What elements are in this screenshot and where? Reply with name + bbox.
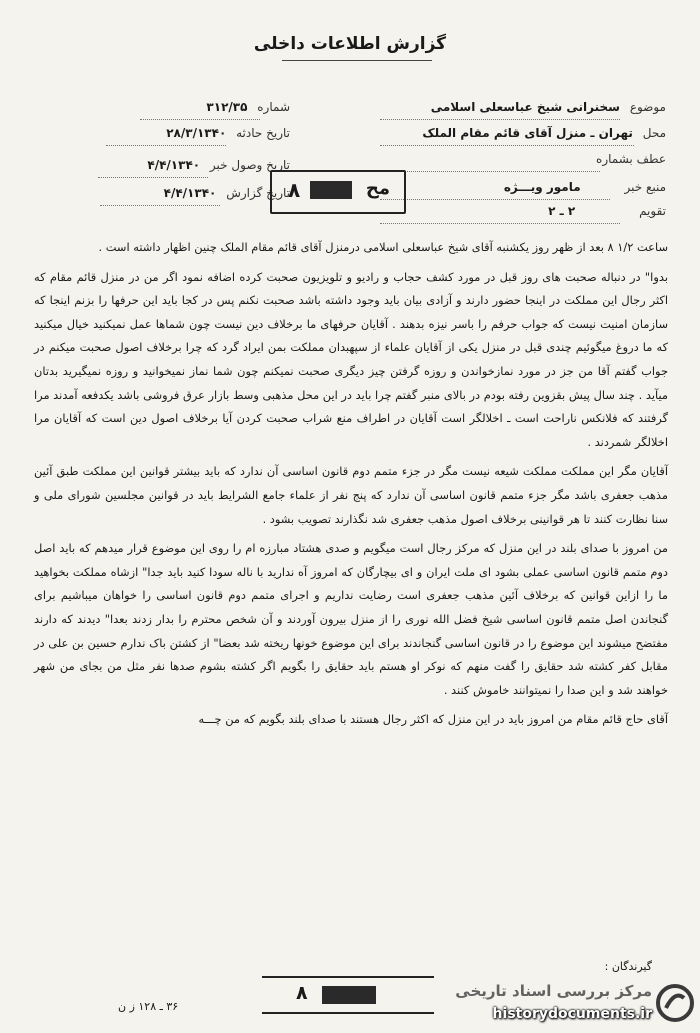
report-date-dotline (100, 205, 220, 206)
archive-url: historydocuments.ir (492, 1006, 652, 1022)
rating-row (548, 204, 666, 218)
redacted-stamp (270, 170, 406, 214)
title-underline (282, 60, 432, 61)
signature-digit: ۸ (296, 982, 308, 1004)
report-body (34, 236, 668, 738)
place-label: محل (642, 126, 666, 140)
body-paragraph: آقایان مگر این مملکت مملکت شیعه نیست مگر در جزء متمم دوم قانون اساسی آن ندارد که باید بیشتر قوانین این مملکت طبق آئین مذهب جعفری باشد مگر جزء متمم قانون اساسی آن ندارد که پنج نفر از علماء جامع الشرایط باید در قوانین مجلسین شورای ملی و سنا نظارت کنند تا هر قوانینی برخلاف اصول مذهب جعفری شد نگذارند تصویب بشود . (34, 464, 668, 526)
document-code: ۳۶ ـ ۱۲۸ ز ن (118, 1000, 179, 1013)
rating-label: تقویم (639, 204, 666, 218)
subject-label: موضوع (629, 100, 666, 114)
event-date-label: تاریخ حادثه (236, 126, 290, 140)
receipt-date-label: تاریخ وصول خبر (209, 158, 290, 172)
receipt-date-dotline (98, 177, 208, 178)
stamp-digit: ۸ (288, 178, 301, 202)
number-row (206, 100, 290, 114)
source-dotline (380, 199, 610, 200)
number-label: شماره (257, 100, 290, 114)
receipt-date-row (147, 158, 290, 172)
body-paragraph: ساعت ۱/۲ ۸ بعد از ظهر روز یکشنبه آقای شیخ عباسعلی اسلامی درمنزل آقای قائم مقام الملک چنین اظهار داشته است . (98, 240, 668, 254)
body-paragraph: آقای حاج قائم مقام من امروز باید در این منزل که اکثر رجال هستند با صدای بلند بگویم که من چـــه (198, 712, 668, 727)
signature-box (262, 976, 434, 1014)
source-value: مامور ویـــژه (503, 180, 581, 194)
reference-row (596, 152, 666, 166)
source-row (504, 180, 666, 194)
subject-value: سخنرانی شیخ عباسعلی اسلامی (430, 100, 620, 114)
reference-label: عطف بشماره (596, 152, 666, 166)
archive-watermark: مرکز بررسی اسناد تاریخی (455, 982, 652, 1000)
body-paragraph: بدوا" در دنباله صحبت های روز قبل در مورد کشف حجاب و رادیو و تلویزیون صحبت کرده اضافه نمود اگر من در منزل قائم مقام که اکثر رجال این مملکت در اینجا حضور دارند و آزادی بیان باید وجود داشته باشد صحبت نکنم پس در کجا باید این حرفها را بزنم اینجا که سازمان امنیت نیست که جواب حرفم را باسر نیزه بدهند . آقایان حرفهای ما برخلاف دین نیست چون شماها عمل نمیکنید خیال میکنید که ما دروغ میگوئیم چندی قبل در منزل یکی از آقایان علماء از سپهبدان مملکت بمن ایراد گرد که چرا برخلاف اصول صحبت میکنم در جواب گفتم آقا من جز در مورد نمازخواندن و روزه گرفتن چیز دیگری صحبت نمیکنم چون شما نماز نمیخوانید و روزه نمیگیرید بدتان میآید . چند سال پیش بقزوین رفته بودم در بالای منبر گفتم چرا باید در این محل مذهبی وسط بازار عرق فروشی باشد یکدفعه آمدند مرا گرفتند که فلانکس ناراحت است ـ اخلالگر است آقایان در اطراف منع شراب صحبت کردن آیا برخلاف اصول دین است که آقایان مرا اخلالگر شمردند . (34, 269, 668, 449)
event-date-row (166, 126, 290, 140)
number-value: ۳۱۲/۳۵ (206, 100, 248, 114)
reference-dotline (380, 171, 600, 172)
stamp-mark: مح (365, 178, 390, 199)
report-date-label: تاریخ گزارش (226, 186, 290, 200)
event-date-dotline (106, 145, 226, 146)
source-label: منبع خبر (624, 180, 666, 194)
redaction-block (310, 181, 352, 199)
place-value: تهران ـ منزل آقای قائم مقام الملک (422, 126, 633, 140)
subject-dotline (380, 119, 620, 120)
signature-redaction (322, 986, 376, 1004)
receipt-date-value: ۴/۴/۱۳۴۰ (147, 158, 201, 172)
document-title: گزارش اطلاعات داخلی (253, 34, 447, 54)
subject-row (431, 100, 666, 114)
place-dotline (380, 145, 634, 146)
recipients-label: گیرندگان : (604, 960, 652, 973)
report-date-value: ۴/۴/۱۳۴۰ (163, 186, 217, 200)
archive-logo-icon (656, 984, 694, 1022)
number-dotline (140, 119, 260, 120)
body-paragraph: من امروز با صدای بلند در این منزل که مرکز رجال است میگویم و صدی هشتاد مبارزه ام را روی این موضوع قرار میدهم که باید اصل دوم متمم قانون اساسی عملی بشود ای ملت ایران و ای بیچارگان که امروز آه ندارید با ناله سودا کنید باید جدا" ازشاه مملکت بخواهید ما را ازاین قوانین که برخلاف آئین مذهب جعفری است رضایت نداریم و اجرای متمم دوم قانون اساسی را خواهان میباشیم برای گنجاندن اصل متمم قانون اساسی شیخ فضل الله نوری را از منزل بیرون آوردند و آن شخص محترم را بدار زدند بعدا" دیدند که دارند مفتضح میشوند این موضوع را در قانون اساسی گنجاندند برای این موضوع خونها ریخته شد بعضا" از کشتن باک ندارم حسین بن علی در مقابل کفر کشته شد حقایق را گفت منهم که نوکر او هستم باید حقایق را بگویم اگر کشته بشوم صدها نفر مثل من بجای من شهر خواهند شد و این صدا را نمیتوانند خاموش کنند . (34, 541, 668, 697)
place-row (422, 126, 666, 140)
event-date-value: ۲۸/۳/۱۳۴۰ (166, 126, 227, 140)
rating-value: ۲ ـ ۲ (548, 204, 576, 218)
rating-dotline (380, 223, 620, 224)
